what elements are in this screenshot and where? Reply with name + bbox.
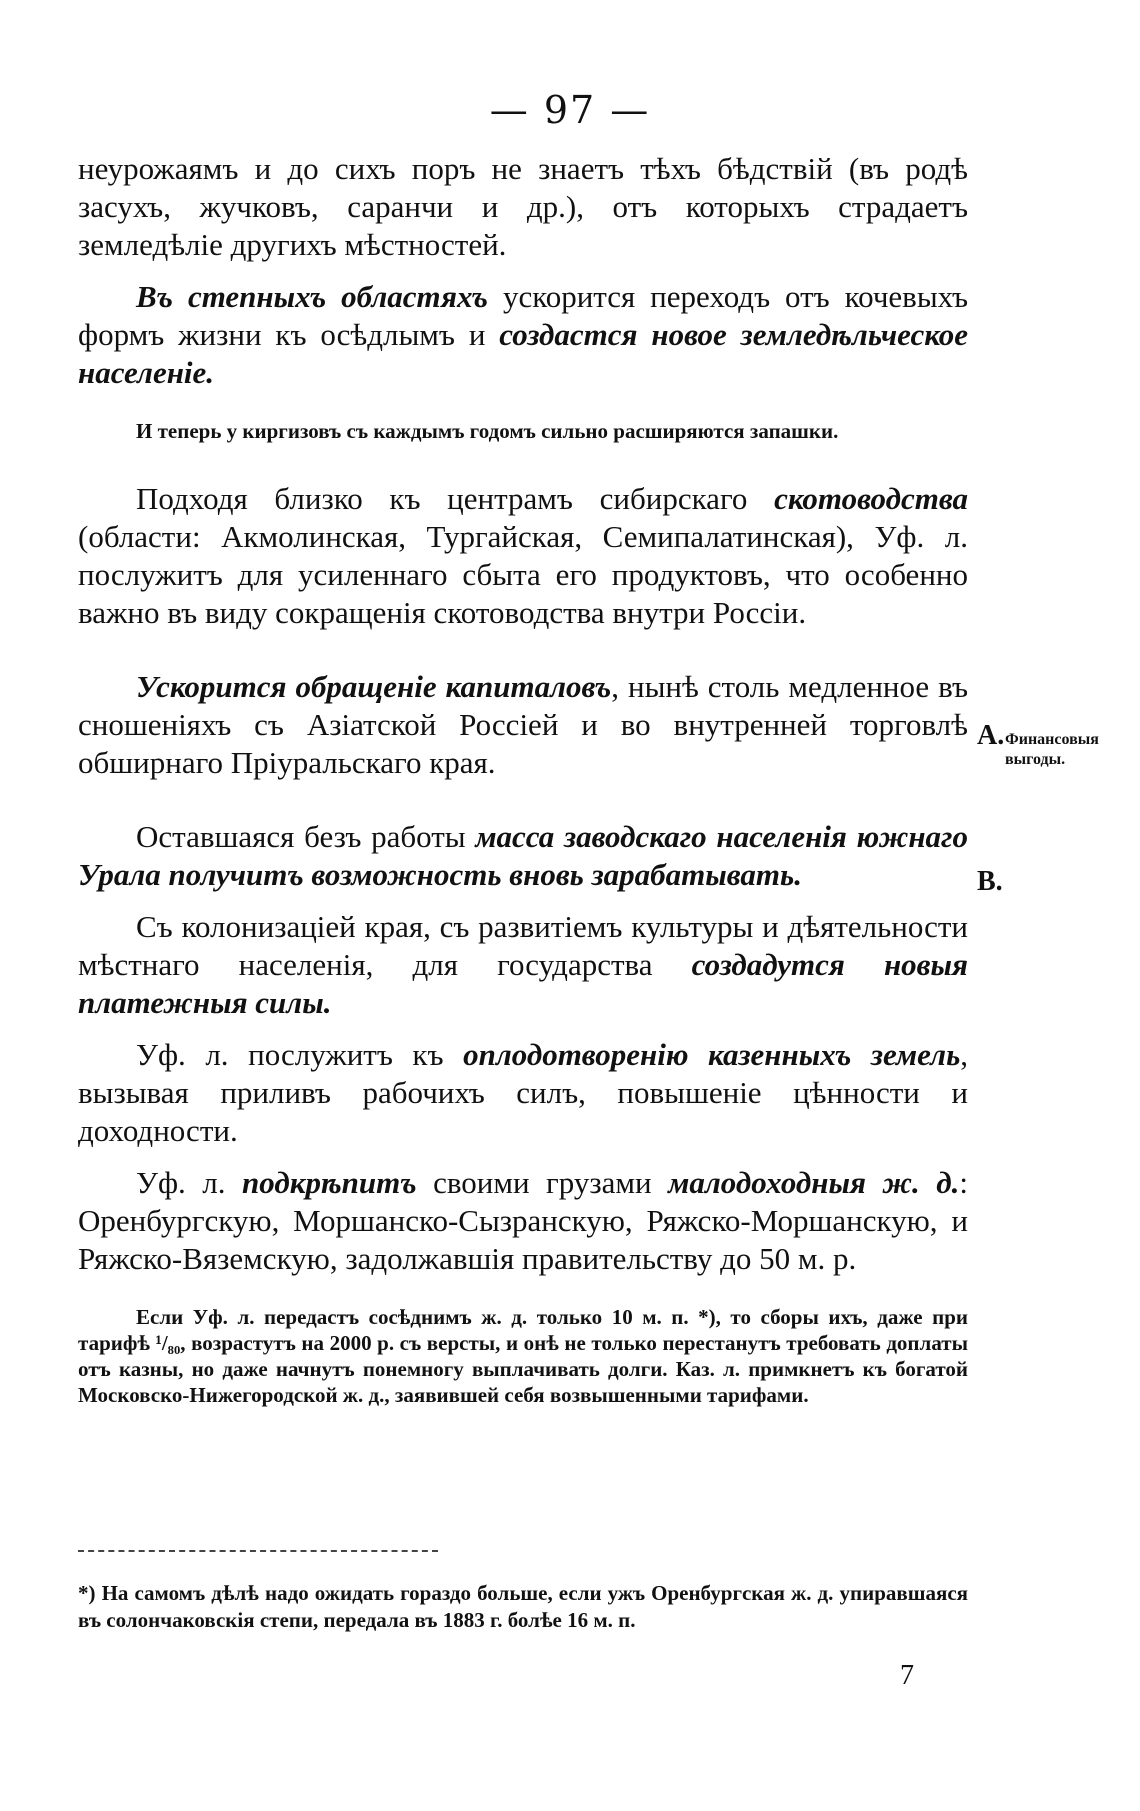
note-2: Если Уф. л. передастъ сосѣднимъ ж. д. только 10 м. п. *), то сборы ихъ, даже при тарифѣ ¹/₈₀, возрастутъ на 2000 р. съ версты, и онѣ не только перестанутъ требовать доплаты отъ казны, но даже начнутъ понемногу выплачивать долги. Каз. л. примкнетъ къ богатой Московско-Нижегородской ж. д., заявившей себя возвышенными тарифами. [78,1305,968,1407]
paragraph-7-italic-1: оплодотворенію казенныхъ земель [463,1037,961,1072]
paragraph-8 [78,1164,968,1278]
margin-note-a [977,720,1120,770]
paragraph-7 [78,1036,968,1150]
margin-note-b-letter: В. [977,866,1003,897]
paragraph-6-italic-1: создадутся новыя платежныя силы. [78,947,968,1020]
paragraph-8-text-3: : Оренбургскую, Моршанско-Сызранскую, Ряжско-Моршанскую, и Ряжско-Вяземскую, задолжавшія правительству до 50 м. р. [78,1165,969,1276]
paragraph-3-italic-1: скотоводства [774,481,968,516]
paragraph-8-italic-2: малодоходныя ж. д. [668,1165,960,1200]
paragraph-5 [78,818,968,894]
paragraph-2 [78,278,968,392]
paragraph-4 [78,668,968,782]
note-1: И теперь у киргизовъ съ каждымъ годомъ сильно расширяются запашки. [136,419,839,443]
paragraph-2-italic-1: Въ степныхъ областяхъ [136,279,489,314]
paragraph-3-text-2: (области: Акмолинская, Тургайская, Семипалатинская), Уф. л. послужитъ для усиленнаго сбыта его продуктовъ, что особенно важно въ виду сокращенія скотоводства внутри Россіи. [78,519,968,630]
paragraph-3-text-1: Подходя близко къ центрамъ сибирскаго [136,481,775,516]
page-number: — 97 — [489,88,651,132]
paragraph-8-text-1: Уф. л. [136,1165,243,1200]
paragraph-7-text-1: Уф. л. послужитъ къ [136,1037,464,1072]
main-text-column [78,150,968,1408]
paragraph-2-text-1: ускорится переходъ отъ кочевыхъ формъ жизни къ осѣдлымъ и [78,279,968,352]
margin-note-a-letter: А. [977,720,1005,751]
paragraph-1 [78,150,968,264]
paragraph-4-text-1: , нынѣ столь медленное въ сношеніяхъ съ Азіатской Россіей и во внутренней торговлѣ обширнаго Пріуральскаго края. [78,669,969,780]
paragraph-6 [78,908,968,1022]
paragraph-8-italic-1: подкрѣпитъ [242,1165,417,1200]
paragraph-4-italic-1: Ускорится обращеніе капиталовъ [136,669,612,704]
paragraph-2-italic-2: создастся новое земледѣльческое населеніе. [78,317,968,390]
footnote: *) На самомъ дѣлѣ надо ожидать гораздо больше, если ужъ Оренбургская ж. д. упиравшаяся въ солончаковскія степи, передала въ 1883 г. болѣе 16 м. п. [78,1581,968,1632]
footnote-divider [78,1550,438,1552]
paragraph-3 [78,480,968,632]
margin-note-a-text: Финансовыя выгоды. [1005,731,1099,768]
paragraph-5-text-1: Оставшаяся безъ работы [136,819,476,854]
paragraph-7-text-2: , вызывая приливъ рабочихъ силъ, повышеніе цѣнности и доходности. [78,1037,968,1148]
paragraph-1-text: неурожаямъ и до сихъ поръ не знаетъ тѣхъ бѣдствій (въ родѣ засухъ, жучковъ, саранчи и др.), отъ которыхъ страдаетъ земледѣліе другихъ мѣстностей. [78,151,968,262]
paragraph-6-text-1: Съ колонизаціей края, съ развитіемъ культуры и дѣятельности мѣстнаго населенія, для государства [78,909,968,982]
signature-mark: 7 [900,1660,914,1691]
paragraph-8-text-2: своими грузами [416,1165,669,1200]
paragraph-5-italic-1: масса заводскаго населенія южнаго Урала получитъ возможность вновь зарабатывать. [78,819,968,892]
